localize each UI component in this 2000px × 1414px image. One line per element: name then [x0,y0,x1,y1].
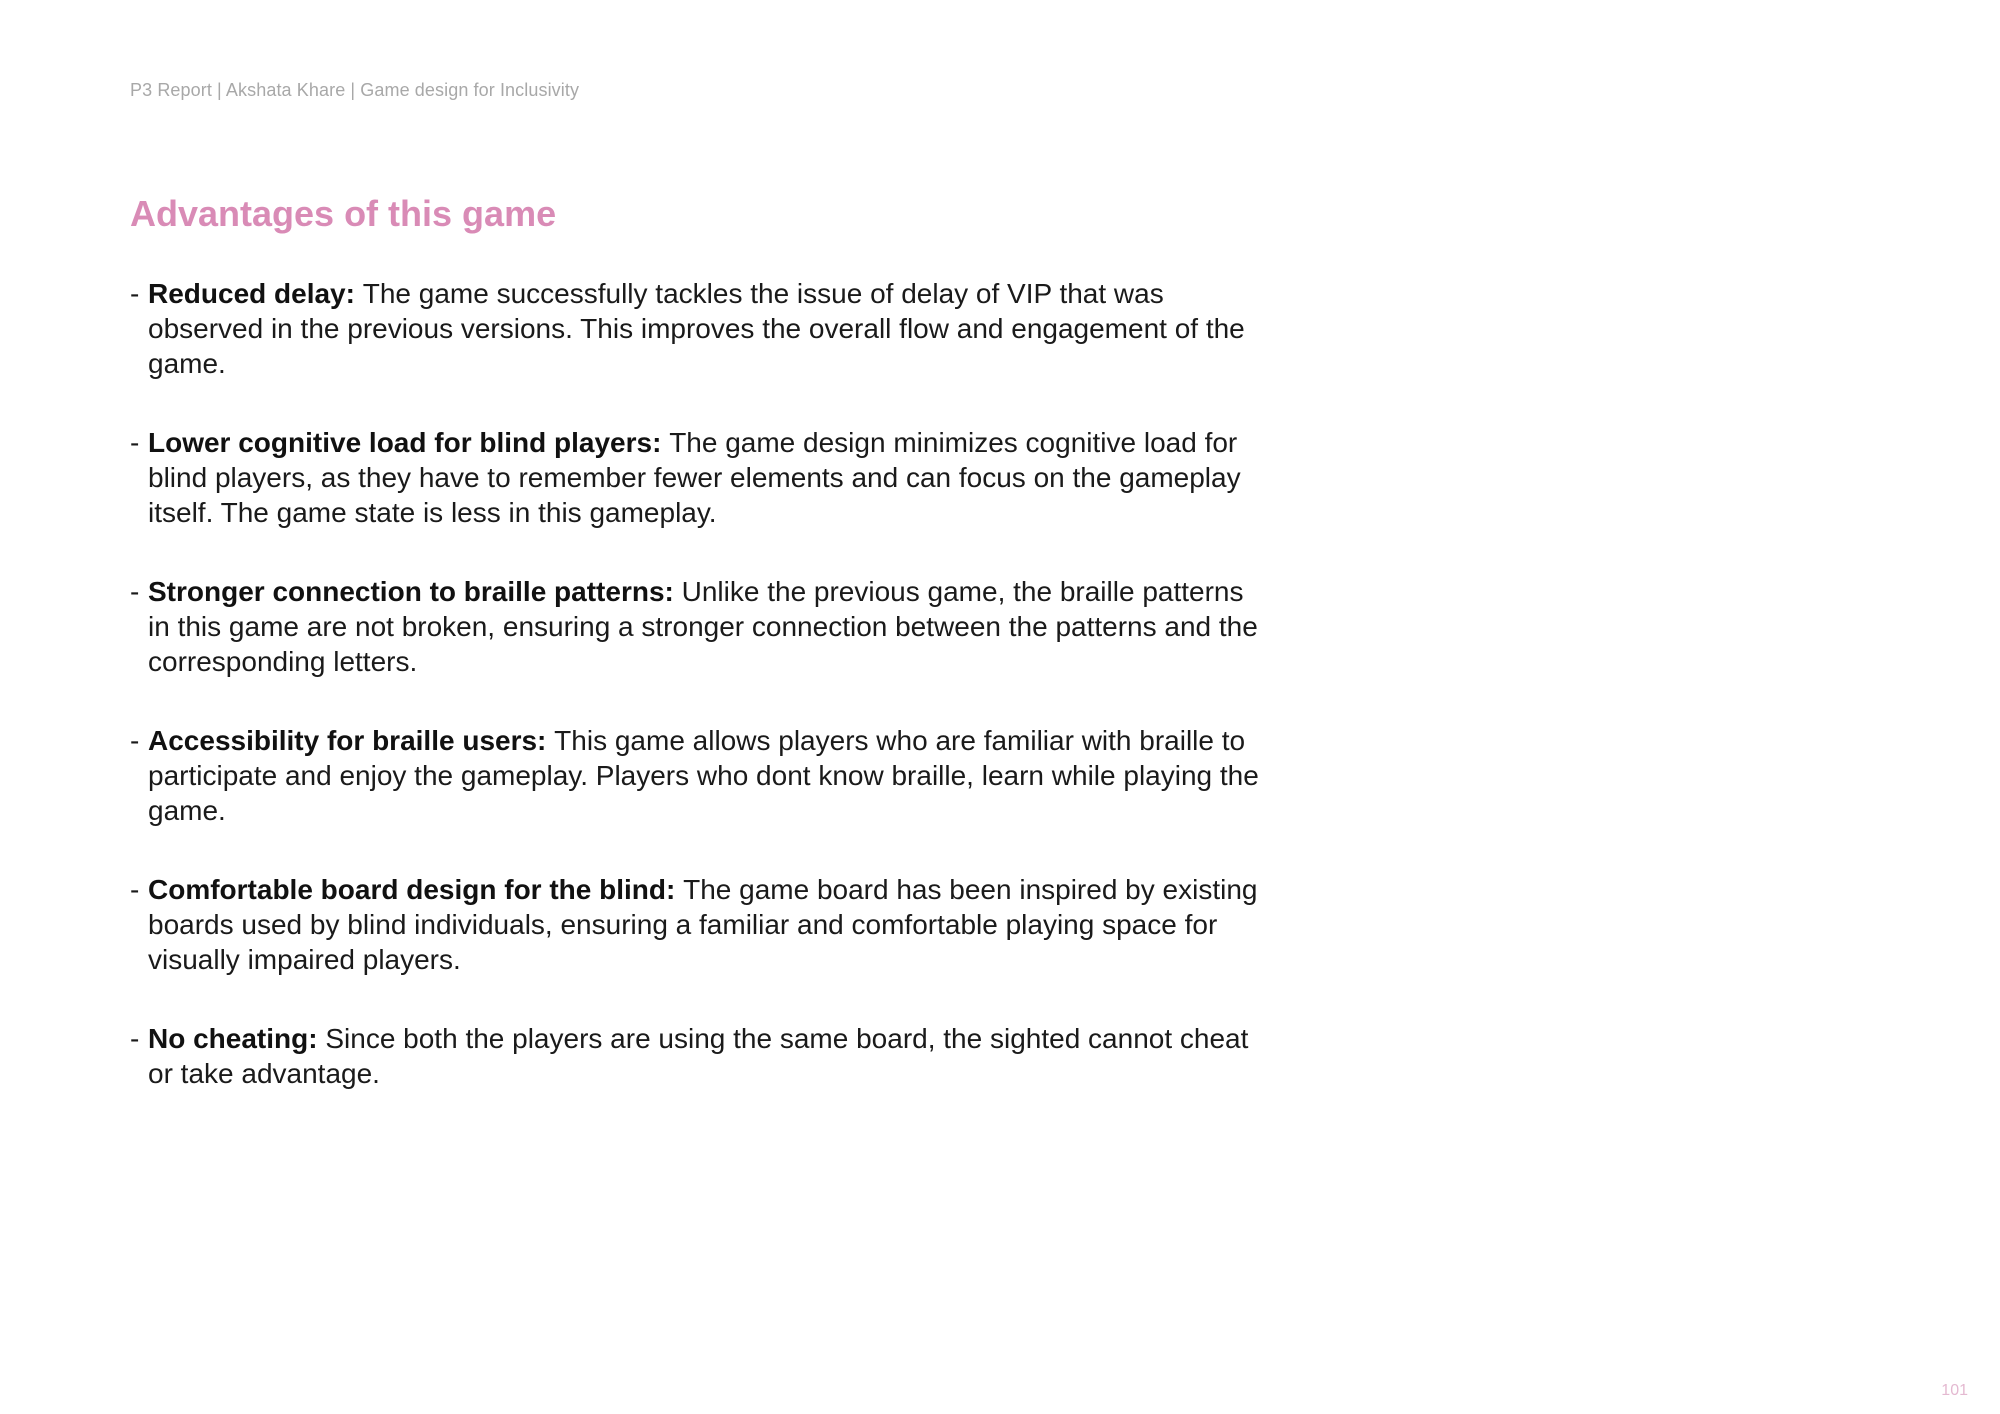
item-title: Stronger connection to braille patterns: [148,576,682,607]
item-text: Since both the players are using the same board, the sighted cannot cheat or take advantage. [148,1023,1249,1089]
list-item [130,1021,1270,1091]
list-dash: - [130,725,140,756]
list-item [130,723,1270,828]
list-item [130,872,1270,977]
item-text: The game design minimizes cognitive load for blind players, as they have to remember fewer elements and can focus on the gameplay itself. The game state is less in this gameplay. [148,427,1241,528]
section-title: Advantages of this game [130,193,557,234]
list-dash: - [130,278,140,309]
item-title: No cheating: [148,1023,326,1054]
item-text: The game board has been inspired by existing boards used by blind individuals, ensuring a familiar and comfortable playing space for visually impaired players. [148,874,1258,975]
list-dash: - [130,1023,140,1054]
list-dash: - [130,576,140,607]
page-number: 101 [1941,1382,1968,1399]
list-dash: - [130,427,140,458]
list-dash: - [130,874,140,905]
list-item [130,425,1270,530]
item-text: This game allows players who are familiar with braille to participate and enjoy the gameplay. Players who dont know braille, learn while playing the game. [148,725,1259,826]
advantages-list [130,276,1270,1135]
running-header: P3 Report | Akshata Khare | Game design for Inclusivity [130,80,580,100]
item-text: Unlike the previous game, the braille patterns in this game are not broken, ensuring a stronger connection between the patterns and the corresponding letters. [148,576,1258,677]
list-item [130,574,1270,679]
item-title: Lower cognitive load for blind players: [148,427,670,458]
item-title: Accessibility for braille users: [148,725,555,756]
item-text: The game successfully tackles the issue of delay of VIP that was observed in the previous versions. This improves the overall flow and engagement of the game. [148,278,1245,379]
list-item [130,276,1270,381]
item-title: Comfortable board design for the blind: [148,874,684,905]
item-title: Reduced delay: [148,278,363,309]
